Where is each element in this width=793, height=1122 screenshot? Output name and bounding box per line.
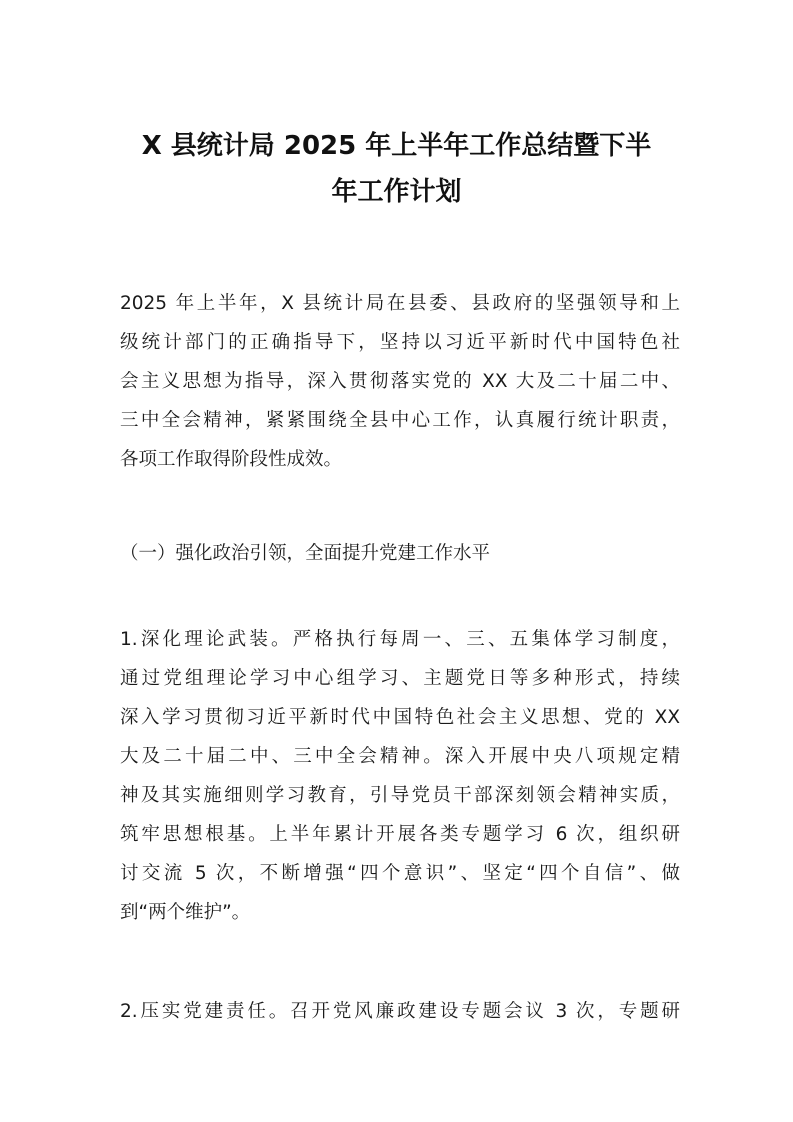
- paragraph-line: 2.压实党建责任。召开党风廉政建设专题会议 3 次，专题研: [120, 1001, 680, 1022]
- paragraph-line: 1.深化理论武装。严格执行每周一、三、五集体学习制度，: [120, 629, 680, 650]
- document-title-line-1: X 县统计局 2025 年上半年工作总结暨下半: [141, 131, 652, 161]
- paragraph-line: 级统计部门的正确指导下，坚持以习近平新时代中国特色社: [120, 332, 680, 353]
- paragraph-line: 到“两个维护”。: [120, 902, 251, 923]
- paragraph-line: 通过党组理论学习中心组学习、主题党日等多种形式，持续: [120, 668, 680, 689]
- paragraph-line: 神及其实施细则学习教育，引导党员干部深刻领会精神实质，: [120, 785, 680, 806]
- document-title-line-2: 年工作计划: [331, 177, 462, 207]
- paragraph-line: 各项工作取得阶段性成效。: [120, 449, 343, 470]
- section-heading-text: （一）强化政治引领，全面提升党建工作水平: [120, 543, 491, 564]
- paragraph-line: 2025 年上半年，X 县统计局在县委、县政府的坚强领导和上: [120, 293, 680, 314]
- section-heading: [120, 534, 680, 573]
- item-1-paragraph: [120, 620, 680, 932]
- paragraph-line: 深入学习贯彻习近平新时代中国特色社会主义思想、党的 XX: [120, 707, 680, 728]
- paragraph-line: 讨交流 5 次，不断增强“四个意识”、坚定“四个自信”、做: [120, 863, 680, 884]
- item-2-paragraph: [120, 992, 680, 1031]
- paragraph-line: 三中全会精神，紧紧围绕全县中心工作，认真履行统计职责，: [120, 410, 680, 431]
- paragraph-line: 大及二十届二中、三中全会精神。深入开展中央八项规定精: [120, 746, 680, 767]
- intro-paragraph: [120, 284, 680, 479]
- paragraph-line: 会主义思想为指导，深入贯彻落实党的 XX 大及二十届二中、: [120, 371, 680, 392]
- paragraph-line: 筑牢思想根基。上半年累计开展各类专题学习 6 次，组织研: [120, 824, 680, 845]
